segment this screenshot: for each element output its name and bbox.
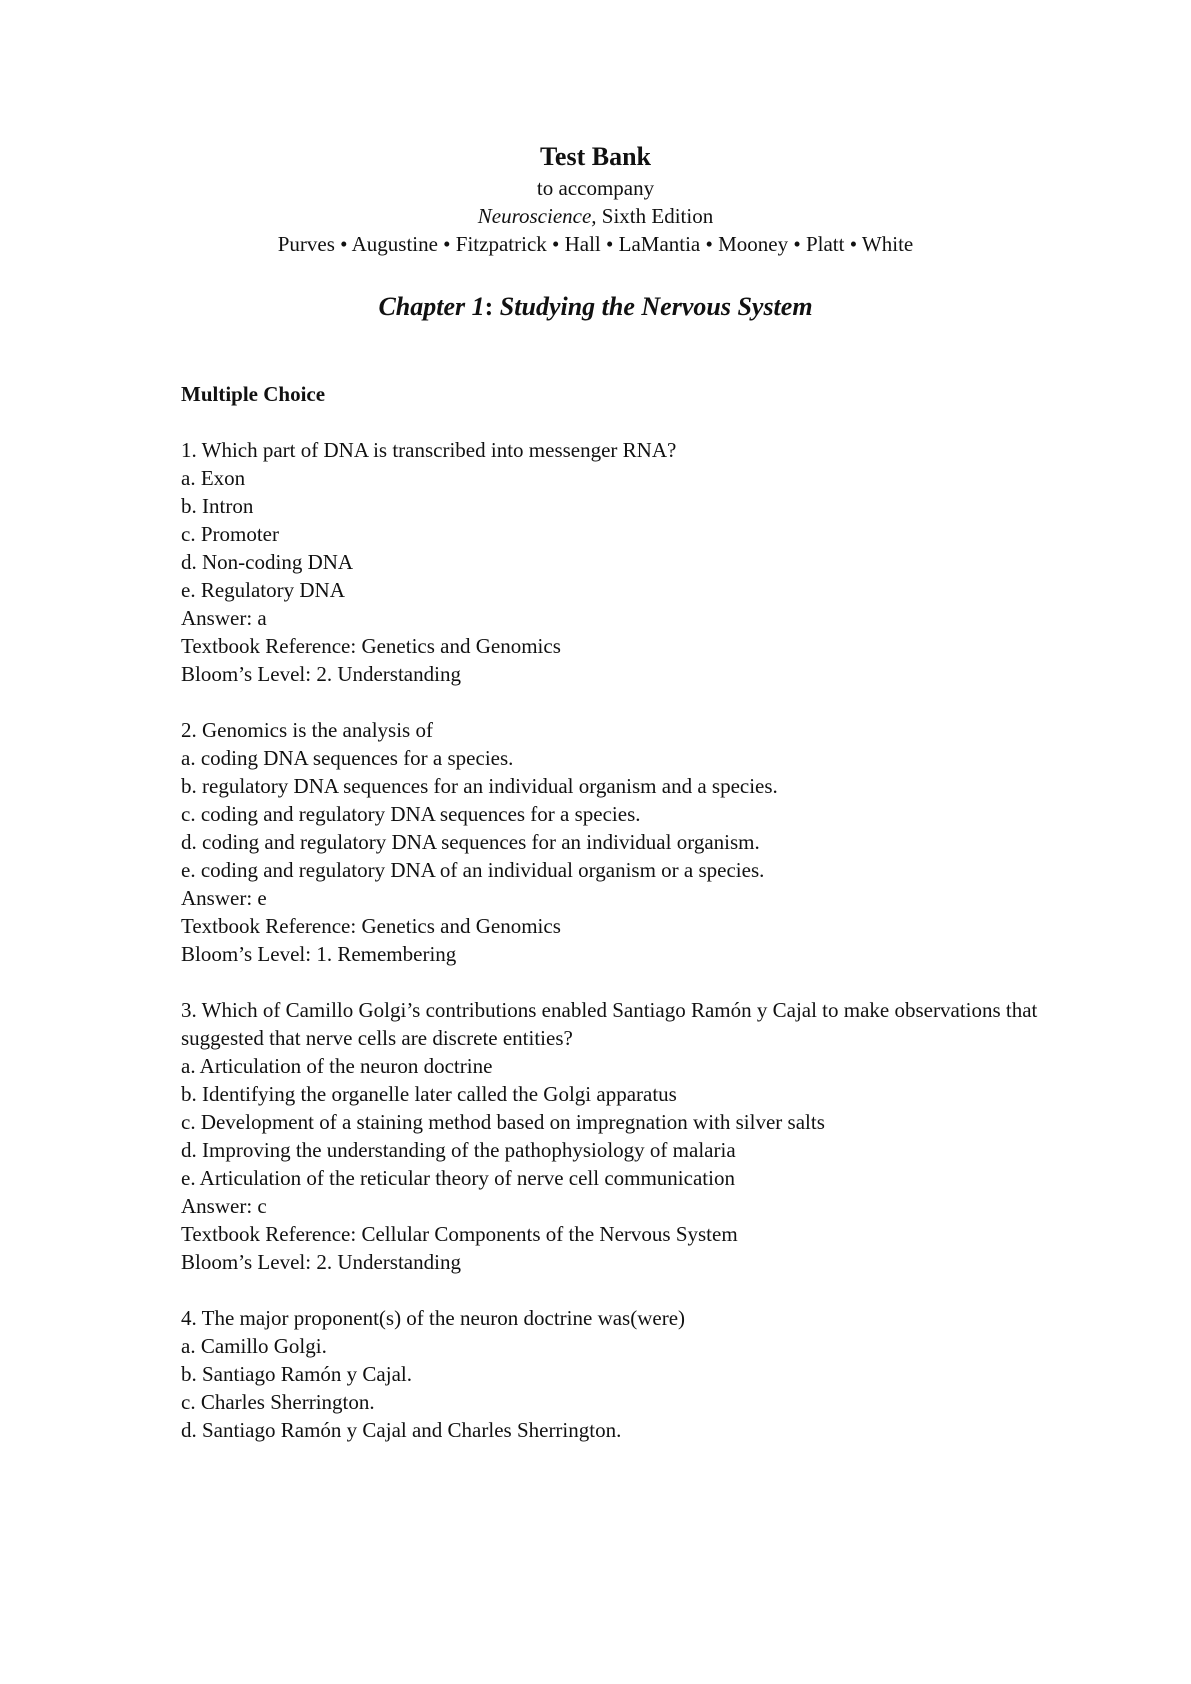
question-4 (181, 1304, 1061, 1444)
chapter-title: Studying the Nervous System (499, 292, 813, 321)
question-3 (181, 996, 1061, 1276)
question-2 (181, 716, 1061, 968)
answer-option: c. Development of a staining method based on impregnation with silver salts (181, 1110, 825, 1134)
question-stem: 4. The major proponent(s) of the neuron doctrine was(were) (181, 1306, 686, 1330)
answer-option: d. Non-coding DNA (181, 550, 354, 574)
book-title: Neuroscience, (477, 204, 597, 228)
accompany-line: to accompany (536, 176, 655, 200)
answer-option: a. coding DNA sequences for a species. (181, 746, 514, 770)
textbook-reference: Textbook Reference: Cellular Components of the Nervous System (181, 1222, 738, 1246)
question-stem: 1. Which part of DNA is transcribed into messenger RNA? (181, 438, 677, 462)
answer-option: d. Santiago Ramón y Cajal and Charles Sherrington. (181, 1418, 622, 1442)
book-line (0, 202, 1191, 230)
answer-key: Answer: c (181, 1194, 267, 1218)
blooms-level: Bloom’s Level: 1. Remembering (181, 942, 457, 966)
blooms-level: Bloom’s Level: 2. Understanding (181, 1250, 461, 1274)
answer-option: c. coding and regulatory DNA sequences for a species. (181, 802, 641, 826)
answer-option: b. Santiago Ramón y Cajal. (181, 1362, 412, 1386)
answer-option: c. Charles Sherrington. (181, 1390, 375, 1414)
question-content (181, 380, 1061, 1472)
answer-option: e. Regulatory DNA (181, 578, 345, 602)
answer-option: d. Improving the understanding of the pathophysiology of malaria (181, 1138, 736, 1162)
answer-option: d. coding and regulatory DNA sequences for an individual organism. (181, 830, 760, 854)
answer-option: c. Promoter (181, 522, 279, 546)
question-stem: 2. Genomics is the analysis of (181, 718, 433, 742)
answer-option: e. Articulation of the reticular theory of nerve cell communication (181, 1166, 735, 1190)
chapter-heading (0, 290, 1191, 324)
blooms-level: Bloom’s Level: 2. Understanding (181, 662, 461, 686)
textbook-reference: Textbook Reference: Genetics and Genomics (181, 634, 561, 658)
question-stem: 3. Which of Camillo Golgi’s contributions enabled Santiago Ramón y Cajal to make observations that suggested that nerve cells are discrete entities? (181, 998, 1038, 1050)
document-title: Test Bank (539, 142, 652, 171)
answer-option: b. regulatory DNA sequences for an individual organism and a species. (181, 774, 778, 798)
section-heading: Multiple Choice (181, 382, 326, 406)
answer-option: a. Camillo Golgi. (181, 1334, 327, 1358)
book-edition: Sixth Edition (601, 204, 714, 228)
answer-option: e. coding and regulatory DNA of an individual organism or a species. (181, 858, 765, 882)
chapter-colon: : (484, 292, 494, 321)
answer-option: b. Intron (181, 494, 254, 518)
chapter-label: Chapter 1 (378, 292, 485, 321)
answer-option: a. Exon (181, 466, 246, 490)
textbook-reference: Textbook Reference: Genetics and Genomics (181, 914, 561, 938)
document-header (0, 140, 1191, 258)
answer-option: b. Identifying the organelle later called the Golgi apparatus (181, 1082, 677, 1106)
question-1 (181, 436, 1061, 688)
answer-key: Answer: a (181, 606, 267, 630)
authors-line: Purves • Augustine • Fitzpatrick • Hall • LaMantia • Mooney • Platt • White (277, 232, 914, 256)
answer-key: Answer: e (181, 886, 267, 910)
answer-option: a. Articulation of the neuron doctrine (181, 1054, 493, 1078)
